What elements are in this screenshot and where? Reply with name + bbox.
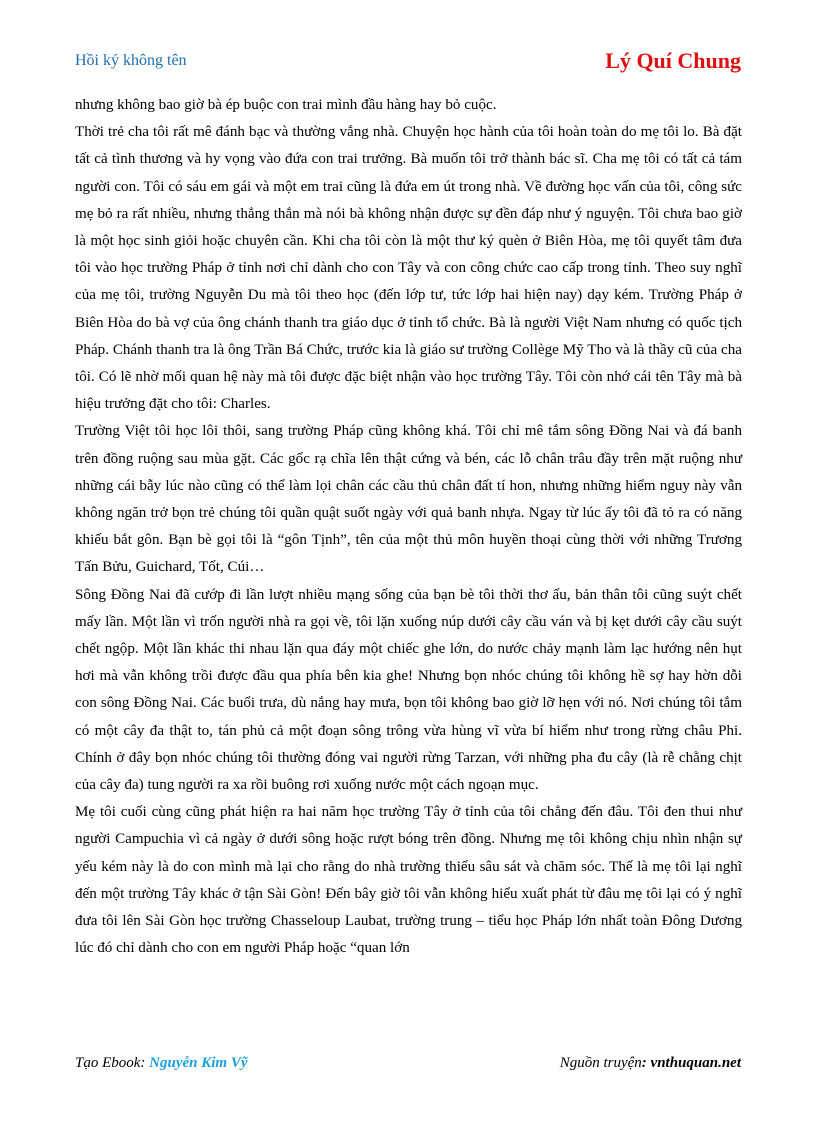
page-header: [75, 48, 741, 78]
creator-separator: :: [140, 1055, 150, 1071]
book-title: Hồi ký không tên: [75, 52, 187, 69]
ebook-creator: [75, 1055, 248, 1072]
paragraph: Mẹ tôi cuối cùng cũng phát hiện ra hai năm học trường Tây ở tỉnh của tôi chẳng đến đâu. Tôi đen thui như người Campuchia vì cả ngày ở dưới sông hoặc rượt bóng trên đồng. Nhưng mẹ tôi không chịu nhìn nhận sự yếu kém này là do con mình mà lại cho rằng do nhà trường thiếu sâu sát và chăm sóc. Thế là mẹ tôi lại nghĩ đến một trường Tây khác ở tận Sài Gòn! Đến bây giờ tôi vẫn không hiểu xuất phát từ đâu mẹ tôi lại có ý nghĩ đưa tôi lên Sài Gòn học trường Chasseloup Laubat, trường trung – tiểu học Pháp lớn nhất toàn Đông Dương lúc đó chỉ dành cho con em người Pháp hoặc “quan lớn: [75, 804, 742, 957]
source-site: vnthuquan.net: [650, 1055, 741, 1071]
paragraph: Thời trẻ cha tôi rất mê đánh bạc và thường vắng nhà. Chuyện học hành của tôi hoàn toàn do mẹ tôi lo. Bà đặt tất cả tình thương và hy vọng vào đứa con trai trưởng. Bà muốn tôi trở thành bác sĩ. Cha mẹ tôi có tất cả tám người con. Tôi có sáu em gái và một em trai cũng là đứa em út trong nhà. Về đường học vấn của tôi, công sức mẹ bỏ ra rất nhiều, nhưng thẳng thắn mà nói bà không nhận được sự đền đáp như ý nguyện. Tôi chưa bao giờ là một học sinh giỏi hoặc chuyên cần. Khi cha tôi còn là một thư ký quèn ở Biên Hòa, mẹ tôi quyết tâm đưa tôi vào học trường Pháp ở tỉnh nơi chỉ dành cho con Tây và con công chức cao cấp trong tỉnh. Theo suy nghĩ của mẹ tôi, trường Nguyễn Du mà tôi theo học (đến lớp tư, tức lớp hai hiện nay) dạy kém. Trường Pháp ở Biên Hòa do bà vợ của ông chánh thanh tra giáo dục ở tỉnh tổ chức. Bà là người Việt Nam nhưng có quốc tịch Pháp. Chánh thanh tra là ông Trần Bá Chức, trước kia là giáo sư trường Collège Mỹ Tho và là thầy cũ của cha tôi. Có lẽ nhờ mối quan hệ này mà tôi được đặc biệt nhận vào học trường Tây. Tôi còn nhớ cái tên Tây mà bà hiệu trưởng đặt cho tôi: Charles.: [75, 124, 742, 413]
paragraph: Sông Đồng Nai đã cướp đi lần lượt nhiều mạng sống của bạn bè tôi thời thơ ấu, bản thân tôi cũng suýt chết mấy lần. Một lần vì trốn người nhà ra gọi về, tôi lặn xuống núp dưới cây cầu ván và bị kẹt dưới cây cầu suýt chết ngộp. Một lần khác thi nhau lặn qua đáy một chiếc ghe lớn, do nước chảy mạnh làm lạc hướng nên hụt hơi mà vẫn không trồi được đầu qua phía bên kia ghe! Nhưng bọn nhóc chúng tôi không hề sợ hay hờn dỗi con sông Đồng Nai. Các buổi trưa, dù nắng hay mưa, bọn tôi không bao giờ lỡ hẹn với nó. Nơi chúng tôi tắm có một cây đa thật to, tán phủ cả một đoạn sông trông vừa hùng vĩ vừa bí hiểm như trong rừng châu Phi. Chính ở đây bọn nhóc chúng tôi thường đóng vai người rừng Tarzan, với những pha đu cây (là rễ chằng chịt của cây đa) tung người ra xa rồi buông rơi xuống nước một cách ngoạn mục.: [75, 586, 742, 794]
paragraph: Trường Việt tôi học lôi thôi, sang trường Pháp cũng không khá. Tôi chỉ mê tắm sông Đồng Nai và đá banh trên đồng ruộng sau mùa gặt. Các gốc rạ chĩa lên thật cứng và bén, các lỗ chân trâu đầy trên mặt ruộng như những cái bẫy lúc nào cũng có thể làm lọi chân các cầu thủ chân đất tí hon, nhưng những hiểm nguy này vẫn không ngăn trở bọn trẻ chúng tôi quần quật suốt ngày với quả banh nhựa. Ngay từ lúc ấy tôi đã tỏ ra có năng khiếu bắt gôn. Bạn bè gọi tôi là “gôn Tịnh”, tên của một thủ môn huyền thoại cùng thời với những Trương Tấn Bửu, Guichard, Tốt, Cúi…: [75, 423, 742, 576]
author-name: Lý Quí Chung: [605, 48, 741, 73]
source-separator: :: [641, 1055, 651, 1071]
paragraph: nhưng không bao giờ bà ép buộc con trai mình đầu hàng hay bỏ cuộc.: [75, 97, 497, 113]
page-body: [75, 92, 742, 963]
creator-name: Nguyễn Kim Vỹ: [149, 1055, 248, 1071]
page-footer: [75, 1055, 741, 1079]
source-label: Nguồn truyện: [559, 1055, 642, 1071]
source-credit: [560, 1055, 741, 1072]
creator-label: Tạo Ebook: [75, 1055, 141, 1071]
